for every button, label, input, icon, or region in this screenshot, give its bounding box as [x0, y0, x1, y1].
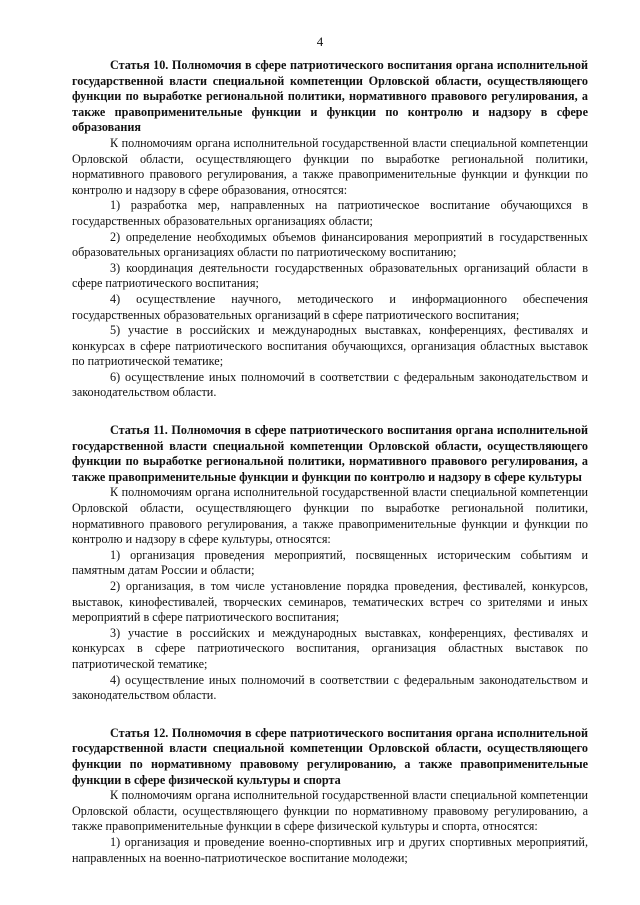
list-item: 3) участие в российских и международных выставках, конференциях, фестивалях и конкурсах в сфере патриотического воспитания, организация областных выставок по патриотической тематике; [72, 625, 588, 671]
paragraph: К полномочиям органа исполнительной государственной власти специальной компетенции Орловской области, осуществляющего функции по выработке региональной политики, нормативного правового регулирования, а также правоприменительные функции и функции по контролю и надзору в сфере культуры, относятся: [72, 485, 588, 547]
list-item: 6) осуществление иных полномочий в соответствии с федеральным законодательством и законодательством области. [72, 369, 588, 400]
list-item: 4) осуществление иных полномочий в соответствии с федеральным законодательством и законодательством области. [72, 672, 588, 703]
list-item: 3) координация деятельности государственных образовательных организаций области в сфере патриотического воспитания; [72, 260, 588, 291]
article-heading: Статья 12. Полномочия в сфере патриотического воспитания органа исполнительной государственной власти специальной компетенции Орловской области, осуществляющего функции по нормативному правовому регулированию, а также правоприменительные функции в сфере физической культуры и спорта [72, 725, 588, 787]
list-item: 1) организация проведения мероприятий, посвященных историческим событиям и памятным датам России и области; [72, 547, 588, 578]
article-12 [72, 726, 588, 866]
list-item: 1) организация и проведение военно-спортивных игр и других спортивных мероприятий, направленных на военно-патриотическое воспитание молодежи; [72, 834, 588, 865]
list-item: 1) разработка мер, направленных на патриотическое воспитание обучающихся в государственных образовательных организациях области; [72, 198, 588, 228]
list-item: 4) осуществление научного, методического и информационного обеспечения государственных образовательных организаций в сфере патриотического воспитания; [72, 291, 588, 322]
paragraph: К полномочиям органа исполнительной государственной власти специальной компетенции Орловской области, осуществляющего функции по нормативному правовому регулированию, а также правоприменительные функции в сфере физической культуры и спорта, относятся: [72, 788, 588, 834]
article-heading: Статья 10. Полномочия в сфере патриотического воспитания органа исполнительной государственной власти специальной компетенции Орловской области, осуществляющего функции по выработке региональной политики, нормативного правового регулирования, а также правоприменительные функции и функции по контролю и надзору в сфере образования [72, 58, 588, 135]
article-10 [72, 58, 588, 401]
spacer [72, 401, 588, 423]
paragraph: К полномочиям органа исполнительной государственной власти специальной компетенции Орловской области, осуществляющего функции по выработке региональной политики, нормативного правового регулирования, а также правоприменительные функции и функции по контролю и надзору в сфере образования, относятся: [72, 135, 588, 197]
document-body [72, 58, 588, 866]
page-number: 4 [316, 34, 324, 49]
article-11 [72, 423, 588, 704]
list-item: 2) организация, в том числе установление порядка проведения, фестивалей, конкурсов, выставок, кинофестивалей, творческих семинаров, тематических встреч со зрителями и иных мероприятий в сфере патриотического воспитания; [72, 579, 588, 625]
list-item: 2) определение необходимых объемов финансирования мероприятий в государственных образовательных организациях области по патриотическому воспитанию; [72, 229, 588, 260]
spacer [72, 704, 588, 726]
article-heading: Статья 11. Полномочия в сфере патриотического воспитания органа исполнительной государственной власти специальной компетенции Орловской области, осуществляющего функции по выработке региональной политики, нормативного правового регулирования, а также правоприменительные функции и функции по контролю и надзору в сфере культуры [72, 423, 588, 484]
list-item: 5) участие в российских и международных выставках, конференциях, фестивалях и конкурсах в сфере патриотического воспитания обучающихся, организация областных выставок по патриотической тематике; [72, 323, 588, 369]
